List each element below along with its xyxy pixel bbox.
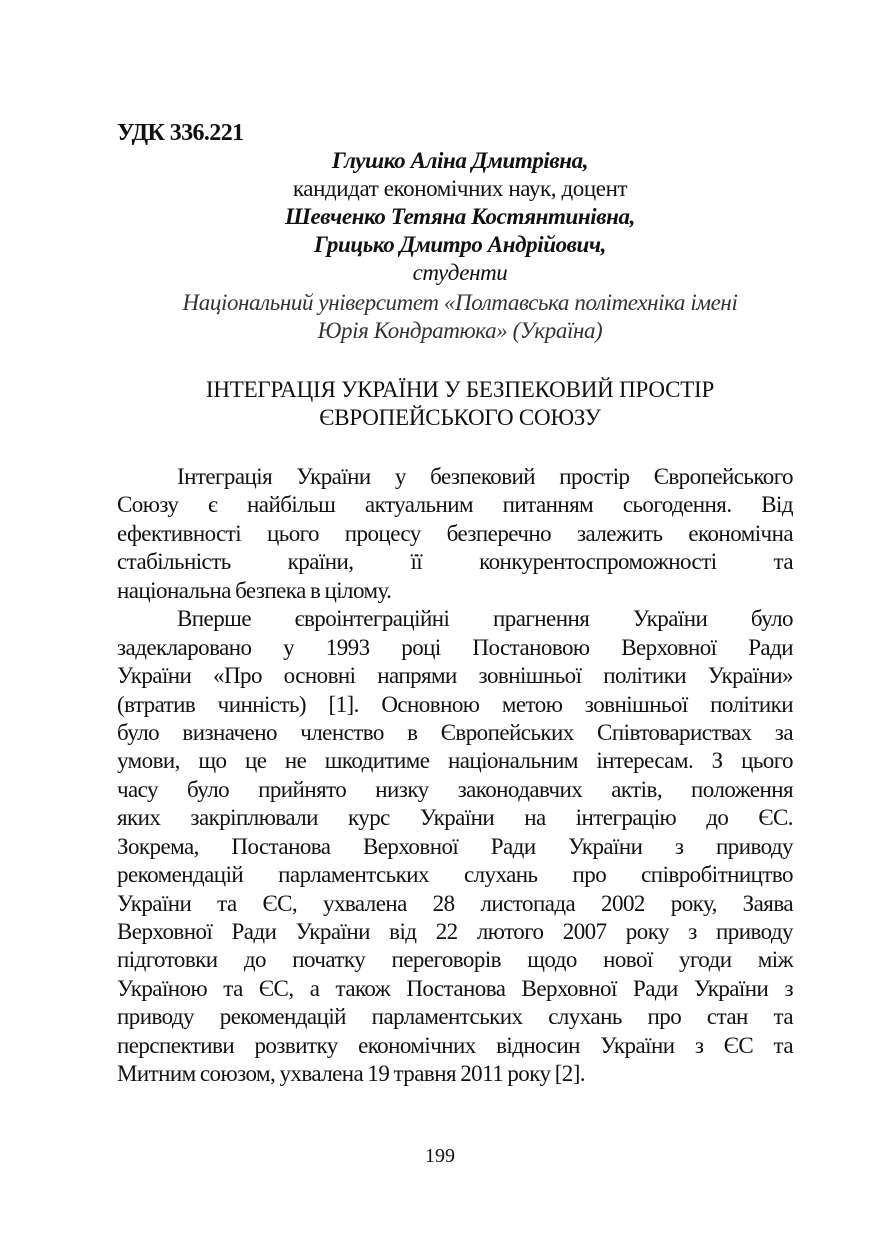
text-line: Союзу є найбільш актуальним питанням сьогодення. Від [117, 492, 793, 518]
text-line: України «Про основні напрями зовнішньої політики України» [117, 663, 793, 689]
text-line: перспективи розвитку економічних відносин України з ЄС та [117, 1032, 793, 1058]
text-line: (втратив чинність) [1]. Основною метою зовнішньої політики [117, 691, 793, 717]
students-label: студенти [412, 260, 508, 285]
text-line: рекомендацій парламентських слухань про співробітництво [117, 862, 793, 888]
affiliation: Національний університет «Полтавська політехніка імені [182, 290, 738, 315]
text-line: ефективності цього процесу безперечно залежить економічна [117, 520, 793, 546]
author-name: Шевченко Тетяна Костянтинівна, [285, 204, 635, 229]
article-body [117, 463, 793, 1089]
paragraph [117, 605, 793, 1088]
page-number: 199 [425, 1145, 455, 1167]
affiliation: Юрія Кондратюка» (Україна) [317, 318, 603, 343]
text-line: Митним союзом, ухвалена 19 травня 2011 року [2]. [117, 1061, 586, 1087]
text-line: національна безпека в цілому. [117, 577, 392, 603]
article-title: ІНТЕГРАЦІЯ УКРАЇНИ У БЕЗПЕКОВИЙ ПРОСТІР [205, 377, 715, 402]
text-line: Вперше євроінтеграційні прагнення України було [177, 606, 793, 632]
author-name: Грицько Дмитро Андрійович, [314, 232, 606, 257]
text-line: яких закріплювали курс України на інтеграцію до ЄС. [117, 805, 793, 831]
paragraph [117, 463, 793, 605]
text-line: умови, що це не шкодитиме національним інтересам. З цього [117, 748, 793, 774]
text-line: Україною та ЄС, а також Постанова Верховної Ради України з [117, 975, 793, 1001]
text-line: часу було прийнято низку законодавчих актів, положення [117, 776, 793, 802]
author-name: Глушко Аліна Дмитрівна, [331, 148, 589, 173]
text-line: було визначено членство в Європейських Співтовариствах за [117, 719, 793, 745]
text-line: задекларовано у 1993 році Постановою Верховної Ради [117, 634, 793, 660]
text-line: Зокрема, Постанова Верховної Ради України з приводу [117, 833, 793, 859]
author-degree: кандидат економічних наук, доцент [292, 176, 628, 201]
udk-code: УДК 336.221 [117, 120, 244, 146]
article-title: ЄВРОПЕЙСЬКОГО СОЮЗУ [319, 405, 601, 430]
text-line: Інтеграція України у безпековий простір Європейського [177, 464, 793, 489]
text-line: приводу рекомендацій парламентських слухань про стан та [117, 1004, 793, 1030]
text-line: підготовки до початку переговорів щодо нової угоди між [117, 947, 793, 973]
text-line: Верховної Ради України від 22 лютого 2007 року з приводу [117, 919, 793, 944]
text-line: України та ЄС, ухвалена 28 листопада 2002 року, Заява [117, 890, 793, 916]
text-line: стабільність країни, її конкурентоспроможності та [117, 549, 793, 575]
